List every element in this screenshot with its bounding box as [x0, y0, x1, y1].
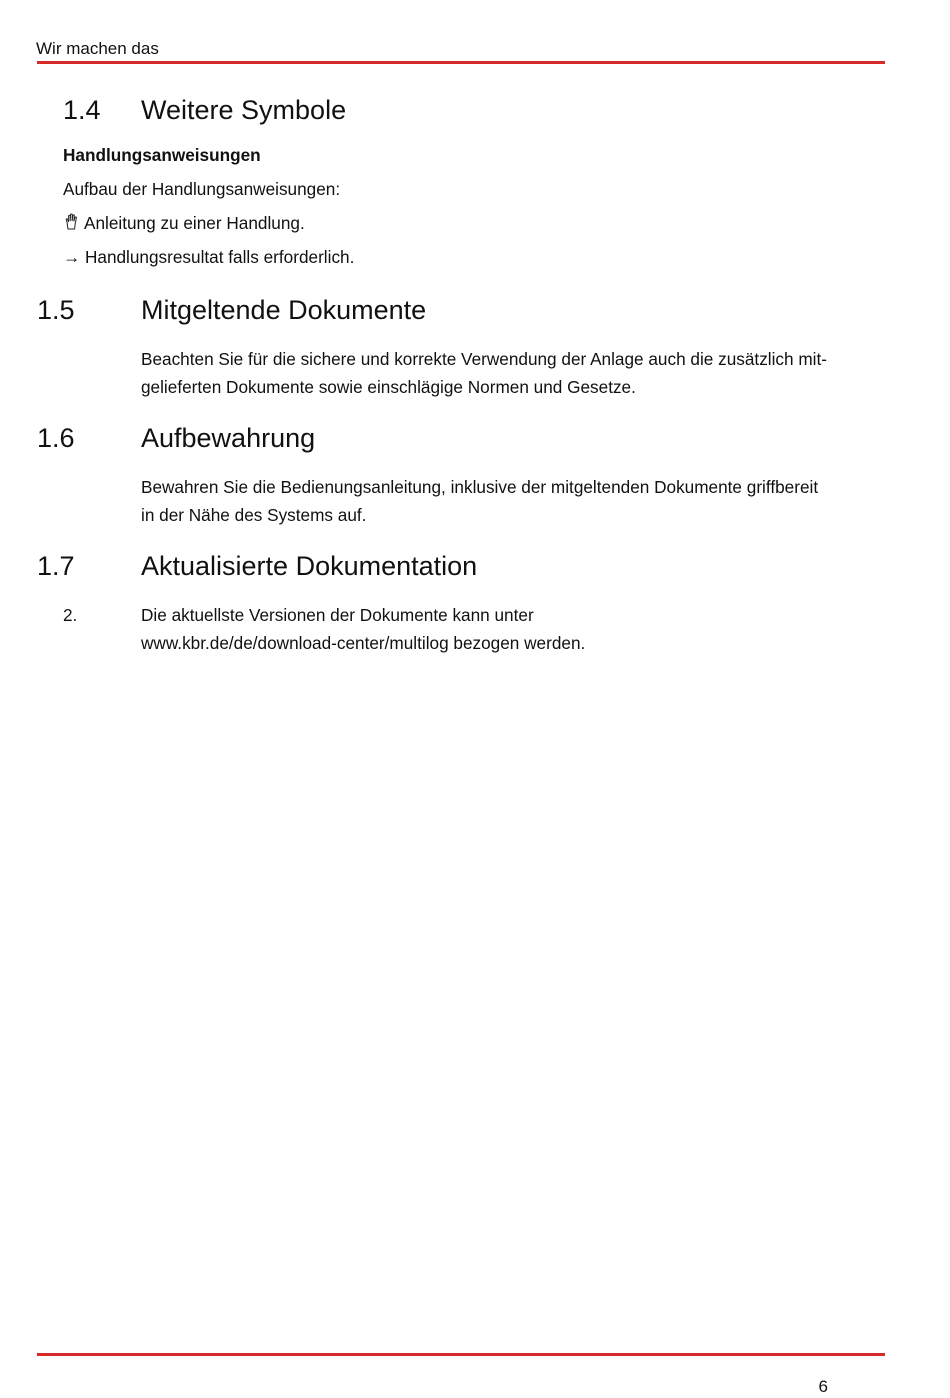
section-1-4-number: 1.4	[63, 95, 101, 125]
section-1-6-title: Aufbewahrung	[141, 423, 316, 453]
result-text: Handlungsresultat falls erforderlich.	[84, 247, 355, 267]
section-1-6-number: 1.6	[37, 423, 75, 453]
section-1-5-line-1: Beachten Sie für die sichere und korrekte Verwendung der Anlage auch die zusätzlich mit-	[141, 349, 827, 369]
result-example	[63, 243, 354, 271]
running-header: Wir machen das	[36, 39, 159, 58]
section-1-5-line-2: gelieferten Dokumente sowie einschlägige Normen und Gesetze.	[141, 377, 636, 397]
section-1-6-line-2: in der Nähe des Systems auf.	[141, 505, 367, 525]
page-number: 6	[818, 1377, 828, 1396]
subheading-handlungsanweisungen: Handlungsanweisungen	[63, 145, 261, 165]
instruction-example	[63, 209, 305, 237]
section-1-5-number: 1.5	[37, 295, 75, 325]
section-1-5-title: Mitgeltende Dokumente	[141, 295, 427, 325]
instructions-intro: Aufbau der Handlungsanweisungen:	[63, 179, 341, 199]
section-1-7-line-2: www.kbr.de/de/download-center/multilog bezogen werden.	[141, 633, 586, 653]
section-1-6-line-1: Bewahren Sie die Bedienungsanleitung, inklusive der mitgeltenden Dokumente griffbereit	[141, 477, 819, 497]
footer-rule	[37, 1353, 885, 1356]
instruction-text: Anleitung zu einer Handlung.	[84, 213, 305, 233]
arrow-right-icon: →	[63, 247, 81, 267]
header-rule	[37, 61, 885, 64]
section-1-7-title: Aktualisierte Dokumentation	[141, 551, 478, 581]
section-1-4-title: Weitere Symbole	[141, 95, 347, 125]
section-1-7-number: 1.7	[37, 551, 75, 581]
hand-icon	[63, 211, 81, 229]
list-marker: 2.	[63, 605, 78, 625]
section-1-7-line-1: Die aktuellste Versionen der Dokumente kann unter	[141, 605, 534, 625]
